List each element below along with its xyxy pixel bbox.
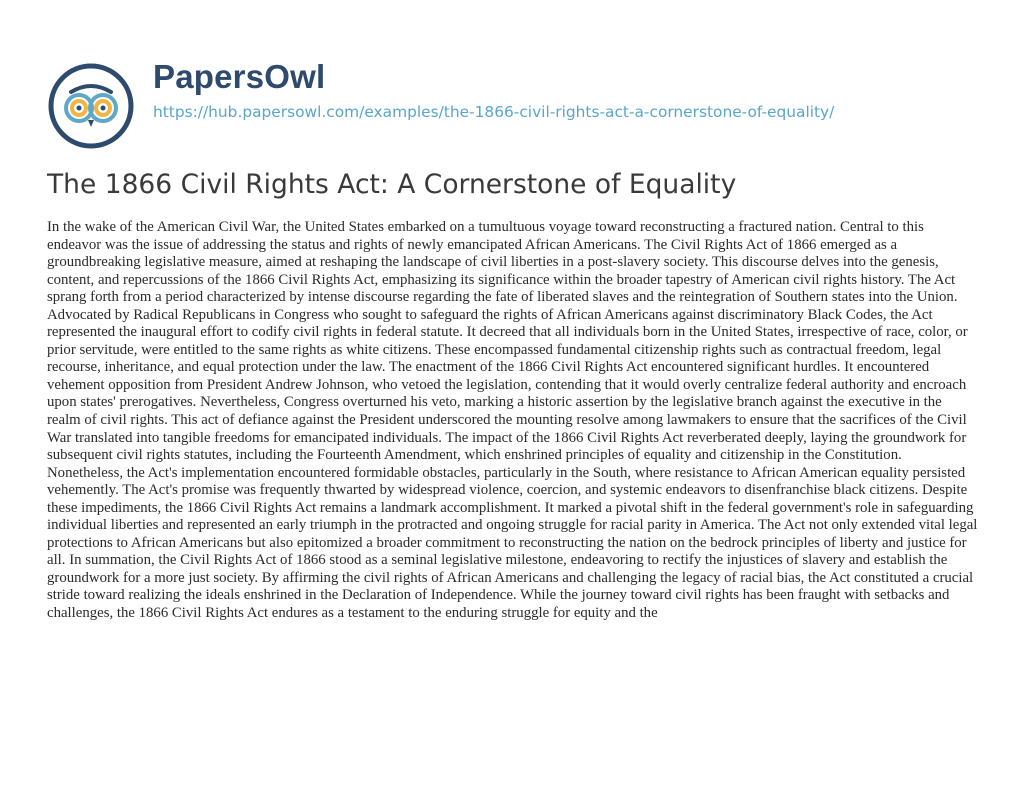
site-header [47, 56, 977, 132]
essay-body: In the wake of the American Civil War, the United States embarked on a tumultuous voyage toward reconstructing a fractured nation. Central to this endeavor was the issue of addressing the status and rights of newly emancipated African Americans. The Civil Rights Act of 1866 emerged as a groundbreaking legislative measure, aimed at reshaping the landscape of civil liberties in a post-slavery society. This discourse delves into the genesis, content, and repercussions of the 1866 Civil Rights Act, emphasizing its significance within the broader tapestry of American civil rights history. The Act sprang forth from a period characterized by intense discourse regarding the fate of liberated slaves and the reintegration of Southern states into the Union. Advocated by Radical Republicans in Congress who sought to safeguard the rights of African Americans against discriminatory Black Codes, the Act represented the inaugural effort to codify civil rights in federal statute. It decreed that all individuals born in the United States, irrespective of race, color, or prior servitude, were entitled to the same rights as white citizens. These encompassed fundamental citizenship rights such as contractual freedom, legal recourse, inheritance, and equal protection under the law. The enactment of the 1866 Civil Rights Act encountered significant hurdles. It encountered vehement opposition from President Andrew Johnson, who vetoed the legislation, contending that it would overly centralize federal authority and encroach upon states' prerogatives. Nevertheless, Congress overturned his veto, marking a historic assertion by the legislative branch against the executive in the realm of civil rights. This act of defiance against the President underscored the mounting resolve among lawmakers to ensure that the sacrifices of the Civil War translated into tangible freedoms for emancipated individuals. The impact of the 1866 Civil Rights Act reverberated deeply, laying the groundwork for subsequent civil rights statutes, including the Fourteenth Amendment, which enshrined principles of equality and citizenship in the Constitution. Nonetheless, the Act's implementation encountered formidable obstacles, particularly in the South, where resistance to African American equality persisted vehemently. The Act's promise was frequently thwarted by widespread violence, coercion, and systemic endeavors to disenfranchise black citizens. Despite these impediments, the 1866 Civil Rights Act remains a landmark accomplishment. It marked a pivotal shift in the federal government's role in safeguarding individual liberties and represented an early triumph in the protracted and ongoing struggle for racial parity in America. The Act not only extended vital legal protections to African Americans but also epitomized a broader commitment to reconstructing the nation on the bedrock principles of liberty and justice for all. In summation, the Civil Rights Act of 1866 stood as a seminal legislative milestone, endeavoring to rectify the injustices of slavery and establish the groundwork for a more just society. By affirming the civil rights of African Americans and challenging the legacy of racial bias, the Act constituted a crucial stride toward realizing the ideals enshrined in the Declaration of Independence. While the journey toward civil rights has been fraught with setbacks and challenges, the 1866 Civil Rights Act endures as a testament to the enduring struggle for equity and the [47, 219, 978, 622]
source-url-link[interactable]: https://hub.papersowl.com/examples/the-1866-civil-rights-act-a-cornerstone-of-equality/ [153, 103, 835, 121]
brand-name: PapersOwl [153, 58, 326, 95]
page-title: The 1866 Civil Rights Act: A Cornerstone of Equality [47, 169, 737, 200]
owl-logo-icon [47, 62, 135, 150]
